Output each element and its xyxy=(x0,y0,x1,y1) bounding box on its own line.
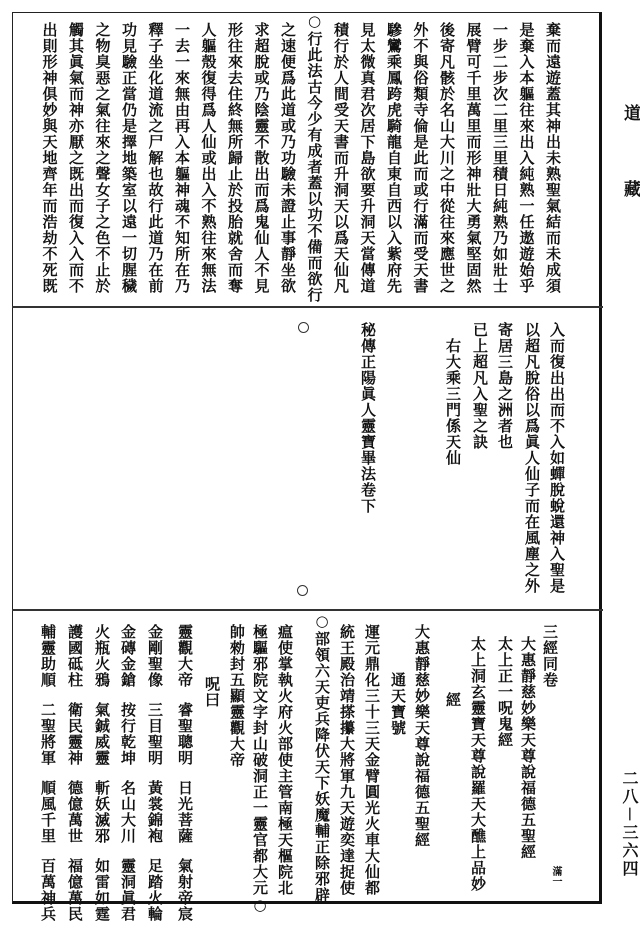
margin-title-char: 藏 xyxy=(620,180,640,197)
panel-divider xyxy=(12,609,603,611)
verse-phrase: 氣鋮威靈 xyxy=(93,702,111,766)
text-column: 展臂可千里萬里而形神壯大勇氣堅固然 xyxy=(464,22,483,294)
text-column: 之速便爲此道或乃功驗未證止事靜坐欲 xyxy=(279,22,297,294)
text-column: 一去一來無由再入本軀神魂不知所在乃 xyxy=(173,22,191,294)
text-column: 瘟使掌執火府火部使主管南極天樞院北 xyxy=(276,624,294,896)
incantation-label: 呪曰 xyxy=(203,676,221,708)
verse-phrase: 黃裳錦袍 xyxy=(146,780,164,844)
text-column: 之物臭惡之氣往來之聲女子之色不止於 xyxy=(93,22,112,294)
verse-phrase: 德億萬世 xyxy=(66,780,84,844)
verse-phrase: 靈觀大帝 xyxy=(176,624,194,688)
text-column: 運元鼎化三十三天金臂圓光火車大仙都 xyxy=(363,624,381,896)
verse-column xyxy=(175,624,195,936)
text-column: 帥勑封五顯靈觀大帝 xyxy=(228,624,246,768)
verse-column xyxy=(118,624,138,936)
verse-phrase: 護國砥柱 xyxy=(66,624,84,688)
verse-phrase: 二聖將軍 xyxy=(39,702,57,766)
verse-phrase: 順風千里 xyxy=(39,780,57,844)
verse-phrase: 日光菩薩 xyxy=(176,780,194,844)
text-column: 以超凡脫俗以爲眞人仙子而在風塵之外 xyxy=(523,322,541,594)
verse-phrase: 三目聖明 xyxy=(146,702,164,766)
text-column: 右大乘三門係天仙 xyxy=(444,338,462,466)
page-number: 二八－三六四 xyxy=(620,770,639,879)
text-column: 一步二步次二里三里積日純熟乃如壯士 xyxy=(491,22,509,294)
verse-phrase: 名山大川 xyxy=(119,780,137,844)
text-column: 出則形神俱妙與天地齊年而浩劫不死既 xyxy=(40,22,59,294)
text-column: 功見驗正當仍是擇地築室以遠一切腥穢 xyxy=(120,22,138,294)
verse-phrase: 火瓶火鴉 xyxy=(93,624,111,688)
margin-title-char: 道 xyxy=(620,104,640,121)
text-column: 經 xyxy=(444,692,462,708)
verse-phrase: 睿聖聰明 xyxy=(176,702,194,766)
text-column: 太上正一呪鬼經 xyxy=(496,636,514,748)
text-column: 形往來去住終無所歸止於投胎就舍而奪 xyxy=(226,22,244,294)
text-column: 人軀殼復得爲人仙或出入不熟往來無法 xyxy=(199,22,218,294)
text-column: 是棄入本軀往來出入純熟一任遨遊始乎 xyxy=(517,22,536,294)
verse-phrase: 按行乾坤 xyxy=(119,702,137,766)
verse-phrase: 如雷如霆 xyxy=(93,858,111,922)
text-column: 求超脫或乃陰靈不散出而爲鬼仙人不見 xyxy=(252,22,271,294)
verse-phrase: 金剛聖像 xyxy=(146,624,164,688)
verse-phrase: 靈洞眞君 xyxy=(119,858,137,922)
volume-note: 滿一 xyxy=(550,866,561,886)
verse-phrase: 金磚金鎗 xyxy=(119,624,137,688)
panel-divider xyxy=(12,306,603,308)
verse-phrase: 斬妖滅邪 xyxy=(93,780,111,844)
verse-column xyxy=(38,624,58,936)
verse-column xyxy=(65,624,85,936)
text-column: 觸其眞氣而神亦厭之既出而復入入而不 xyxy=(67,22,85,294)
text-column: 入而復出出而不入如蟬脫蛻還神入聖是 xyxy=(548,322,566,594)
text-column: ○部領六天吏兵降伏天下妖魔輔正除邪辟 xyxy=(313,612,331,903)
verse-phrase: 衛民靈神 xyxy=(66,702,84,766)
text-column: 極驅邪院文字封山破洞正一靈官都大元○ xyxy=(251,624,269,915)
binding-hole-mark xyxy=(298,322,309,333)
text-column: 後寄凡骸於名山大川之中從往來應世之 xyxy=(438,22,456,294)
verse-column xyxy=(92,624,112,936)
binding-hole-mark xyxy=(297,585,308,596)
text-column: 統王殿治靖搽攥大將軍九天遊奕達捉使 xyxy=(338,624,356,896)
verse-phrase: 輔靈助順 xyxy=(39,624,57,688)
volume-end-title: 秘傳正陽眞人靈寶畢法卷下 xyxy=(359,322,377,514)
text-column: 太上洞玄靈寶天尊說羅天大醮上品妙 xyxy=(469,636,487,892)
text-column: 驂鸞乘鳳跨虎騎龍自東自西以入紫府先 xyxy=(385,22,403,294)
text-column: 積行於人間受天書而升洞天以爲天仙凡 xyxy=(332,22,350,294)
text-column: 釋子坐化道流之尸解也故行此道乃在前 xyxy=(146,22,165,294)
verse-phrase: 足踏火輪 xyxy=(146,858,164,922)
verse-phrase: 福億萬民 xyxy=(66,858,84,922)
text-column: 外不與俗類寺倫是此而或行滿而受天書 xyxy=(411,22,430,294)
text-column: 通天寶號 xyxy=(389,672,407,736)
text-column: ○行此法古今少有成者蓋以功不備而欲行 xyxy=(305,12,324,303)
text-column: 已上超凡入聖之訣 xyxy=(471,322,489,450)
text-column: 大惠靜慈妙樂天尊說福德五聖經 xyxy=(519,636,537,860)
verse-column xyxy=(145,624,165,936)
text-column: 寄居三島之洲者也 xyxy=(496,322,514,450)
text-column: 大惠靜慈妙樂天尊說福德五聖經 xyxy=(413,624,431,848)
section-heading: 三經同卷 xyxy=(541,624,559,688)
verse-phrase: 氣射帝宸 xyxy=(176,858,194,922)
verse-phrase: 百萬神兵 xyxy=(39,858,57,922)
text-column: 見太微真君次居下島欲要升洞天當傳道 xyxy=(358,22,377,294)
text-column: 棄而遠遊蓋其神出未熟聖氣結而未成須 xyxy=(544,22,562,294)
